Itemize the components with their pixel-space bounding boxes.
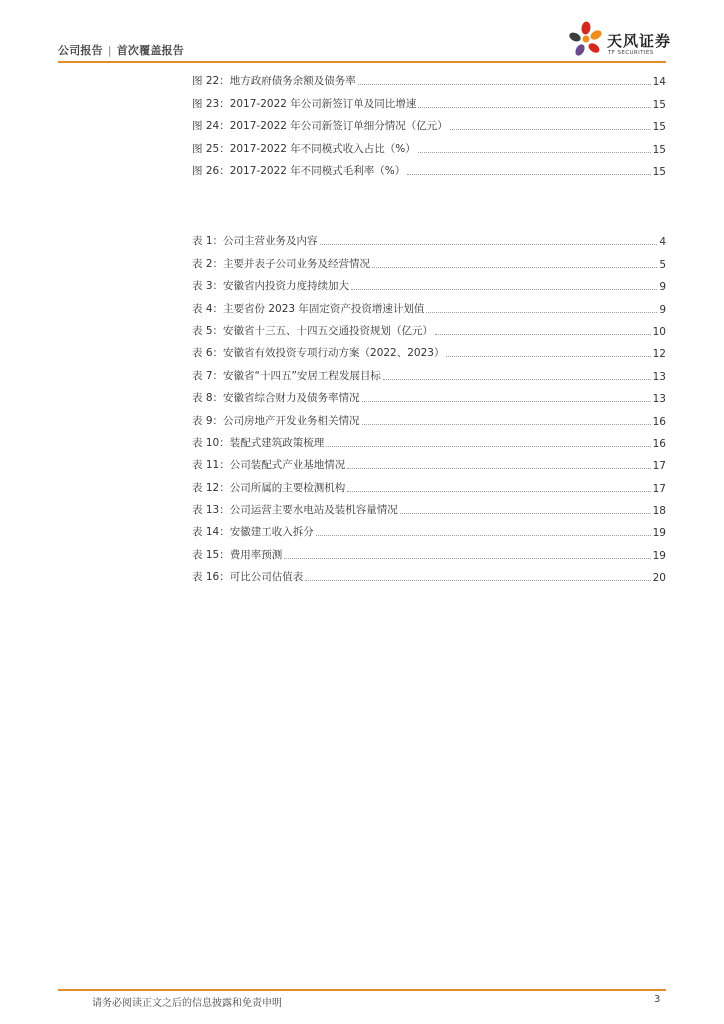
toc-table-entry-page: 13 bbox=[652, 393, 666, 406]
dot-leader bbox=[347, 491, 650, 492]
toc-table-entry-label: 表 3：安徽省内投资力度持续加大 bbox=[192, 280, 350, 293]
toc-table-entry-page: 17 bbox=[652, 460, 666, 473]
toc-figure-entry[interactable] bbox=[192, 66, 666, 88]
toc-table-entry[interactable] bbox=[192, 338, 666, 360]
tf-securities-logo bbox=[566, 20, 676, 62]
dot-leader bbox=[362, 424, 651, 425]
toc-table-entry[interactable] bbox=[192, 495, 666, 517]
dot-leader bbox=[362, 401, 651, 402]
toc-table-entry[interactable] bbox=[192, 428, 666, 450]
dot-leader bbox=[446, 356, 650, 357]
toc-figure-entry[interactable] bbox=[192, 88, 666, 110]
toc-table-entry[interactable] bbox=[192, 383, 666, 405]
header-report-type: 公司报告 bbox=[58, 44, 103, 57]
dot-leader bbox=[320, 244, 658, 245]
footer-divider bbox=[58, 989, 666, 991]
toc-table-entry-page: 18 bbox=[652, 505, 666, 518]
toc-table-entry[interactable] bbox=[192, 316, 666, 338]
toc-table-entry-page: 5 bbox=[659, 258, 666, 271]
toc-table-entry[interactable] bbox=[192, 226, 666, 248]
dot-leader bbox=[358, 84, 651, 85]
toc-figure-entry-page: 15 bbox=[652, 121, 666, 134]
toc-table-entry-label: 表 1：公司主营业务及内容 bbox=[192, 235, 318, 248]
toc-table-entry[interactable] bbox=[192, 562, 666, 584]
dot-leader bbox=[407, 174, 650, 175]
toc-table-entry-page: 13 bbox=[652, 370, 666, 383]
dot-leader bbox=[450, 129, 651, 130]
toc-table-entry-label: 表 14：安徽建工收入拆分 bbox=[192, 526, 314, 539]
logo-english-name: TF SECURITIES bbox=[608, 50, 654, 56]
header-report-subtype: 首次覆盖报告 bbox=[116, 44, 184, 57]
dot-leader bbox=[426, 312, 657, 313]
dot-leader bbox=[347, 468, 650, 469]
toc-table-entry-label: 表 5：安徽省十三五、十四五交通投资规划（亿元） bbox=[192, 324, 434, 337]
toc-table-entry-page: 16 bbox=[652, 437, 666, 450]
header-separator: | bbox=[107, 44, 112, 57]
toc-figure-entry-label: 图 24：2017-2022 年公司新签订单细分情况（亿元） bbox=[192, 120, 448, 133]
toc-figure-entry-label: 图 23：2017-2022 年公司新签订单及同比增速 bbox=[192, 97, 417, 110]
dot-leader bbox=[383, 379, 651, 380]
toc-figure-entry-label: 图 26：2017-2022 年不同模式毛利率（%） bbox=[192, 164, 406, 177]
report-header bbox=[58, 42, 184, 58]
dot-leader bbox=[305, 580, 650, 581]
toc-figure-entry[interactable] bbox=[192, 111, 666, 133]
toc-table-entry-label: 表 11：公司装配式产业基地情况 bbox=[192, 459, 346, 472]
toc-figure-entry-label: 图 25：2017-2022 年不同模式收入占比（%） bbox=[192, 142, 416, 155]
toc-table-entry[interactable] bbox=[192, 248, 666, 270]
page-number: 3 bbox=[654, 994, 661, 1005]
toc-table-entry-page: 10 bbox=[652, 325, 666, 338]
toc-table-entry-label: 表 15：费用率预测 bbox=[192, 548, 283, 561]
dot-leader bbox=[418, 152, 651, 153]
toc-table-entry-label: 表 8：安徽省综合财力及债务率情况 bbox=[192, 392, 360, 405]
toc-figure-entry-label: 图 22：地方政府债务余额及债务率 bbox=[192, 75, 356, 88]
toc-table-entry-page: 19 bbox=[652, 527, 666, 540]
toc-table-entry-label: 表 13：公司运营主要水电站及装机容量情况 bbox=[192, 504, 398, 517]
toc-figure-entry-page: 15 bbox=[652, 165, 666, 178]
toc-table-entry-label: 表 4：主要省份 2023 年固定资产投资增速计划值 bbox=[192, 302, 425, 315]
toc-table-entry[interactable] bbox=[192, 450, 666, 472]
toc-table-entry-page: 4 bbox=[659, 236, 666, 249]
dot-leader bbox=[284, 558, 650, 559]
dot-leader bbox=[326, 446, 650, 447]
toc-table-entry[interactable] bbox=[192, 405, 666, 427]
toc-figure-entry-page: 14 bbox=[652, 76, 666, 89]
toc-table-entry[interactable] bbox=[192, 539, 666, 561]
logo-name: 天风证券 bbox=[607, 32, 672, 50]
dot-leader bbox=[418, 107, 650, 108]
dot-leader bbox=[351, 289, 657, 290]
toc-table-entry-page: 20 bbox=[652, 572, 666, 585]
toc-table-entry[interactable] bbox=[192, 271, 666, 293]
footer-disclaimer: 请务必阅读正文之后的信息披露和免责申明 bbox=[92, 998, 282, 1009]
figure-list bbox=[192, 66, 666, 178]
header-divider bbox=[58, 61, 666, 63]
toc-table-entry[interactable] bbox=[192, 472, 666, 494]
toc-figure-entry[interactable] bbox=[192, 156, 666, 178]
dot-leader bbox=[316, 535, 651, 536]
toc-table-entry[interactable] bbox=[192, 517, 666, 539]
toc-figure-entry[interactable] bbox=[192, 133, 666, 155]
toc-table-entry-label: 表 12：公司所属的主要检测机构 bbox=[192, 481, 346, 494]
toc-table-entry-page: 9 bbox=[659, 303, 666, 316]
toc-table-entry-page: 12 bbox=[652, 348, 666, 361]
toc-table-entry-page: 9 bbox=[659, 281, 666, 294]
table-list bbox=[192, 226, 666, 584]
toc-table-entry-label: 表 7：安徽省“十四五”安居工程发展目标 bbox=[192, 369, 381, 382]
toc-figure-entry-page: 15 bbox=[652, 143, 666, 156]
toc-table-entry[interactable] bbox=[192, 360, 666, 382]
toc-table-entry-label: 表 2：主要并表子公司业务及经营情况 bbox=[192, 257, 371, 270]
dot-leader bbox=[400, 513, 651, 514]
toc-table-entry[interactable] bbox=[192, 293, 666, 315]
toc-table-entry-page: 16 bbox=[652, 415, 666, 428]
flower-logo-icon bbox=[566, 20, 606, 60]
toc-table-entry-label: 表 10：装配式建筑政策梳理 bbox=[192, 436, 325, 449]
toc-table-entry-page: 17 bbox=[652, 482, 666, 495]
toc-table-entry-page: 19 bbox=[652, 549, 666, 562]
toc-table-entry-label: 表 6：安徽省有效投资专项行动方案（2022、2023） bbox=[192, 347, 445, 360]
toc-table-entry-label: 表 16：可比公司估值表 bbox=[192, 571, 304, 584]
dot-leader bbox=[372, 267, 657, 268]
dot-leader bbox=[435, 334, 651, 335]
toc-figure-entry-page: 15 bbox=[652, 98, 666, 111]
toc-table-entry-label: 表 9：公司房地产开发业务相关情况 bbox=[192, 414, 360, 427]
